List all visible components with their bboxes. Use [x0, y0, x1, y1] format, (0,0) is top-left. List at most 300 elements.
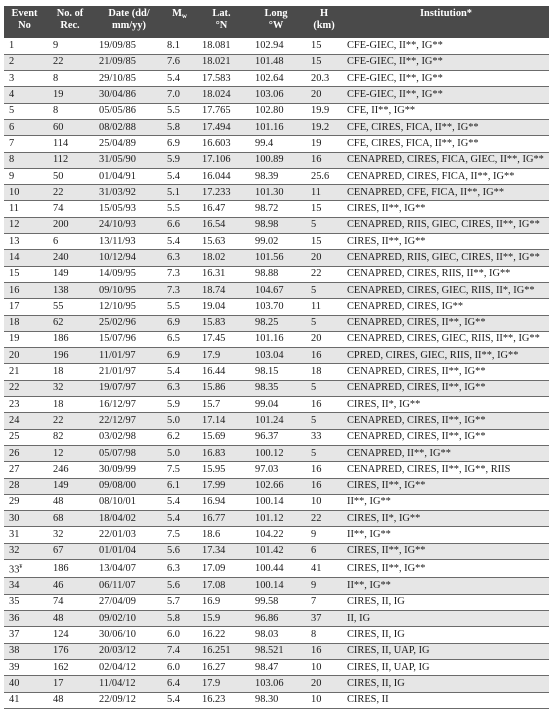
- cell-date: 25/02/96: [95, 315, 163, 331]
- cell-magnitude: 5.6: [163, 543, 196, 559]
- cell-latitude: 17.765: [196, 103, 247, 119]
- table-row: [4, 266, 549, 282]
- cell-latitude: 18.02: [196, 250, 247, 266]
- cell-depth: 16: [305, 348, 343, 364]
- cell-magnitude: 7.6: [163, 54, 196, 70]
- cell-latitude: 17.14: [196, 413, 247, 429]
- cell-event: 16: [4, 282, 45, 298]
- table-row: [4, 136, 549, 152]
- cell-longitude: 100.44: [247, 560, 305, 578]
- cell-depth: 9: [305, 578, 343, 594]
- cell-records: 9: [45, 38, 95, 54]
- cell-depth: 16: [305, 478, 343, 494]
- cell-longitude: 101.16: [247, 119, 305, 135]
- cell-institution: CENAPRED, CIRES, RIIS, II**, IG**: [343, 266, 549, 282]
- cell-event: 14: [4, 250, 45, 266]
- cell-depth: 20: [305, 250, 343, 266]
- table-row: [4, 185, 549, 201]
- cell-depth: 41: [305, 560, 343, 578]
- cell-institution: CFE-GIEC, II**, IG**: [343, 54, 549, 70]
- cell-magnitude: 7.3: [163, 282, 196, 298]
- cell-magnitude: 5.0: [163, 445, 196, 461]
- cell-institution: CIRES, II**, IG**: [343, 543, 549, 559]
- cell-institution: CENAPRED, CIRES, FICA, II**, IG**: [343, 168, 549, 184]
- cell-event: 20: [4, 348, 45, 364]
- cell-records: 19: [45, 87, 95, 103]
- cell-event: 35: [4, 594, 45, 610]
- cell-longitude: 102.64: [247, 71, 305, 87]
- cell-latitude: 17.9: [196, 676, 247, 692]
- cell-longitude: 103.04: [247, 348, 305, 364]
- cell-depth: 20: [305, 676, 343, 692]
- cell-records: 246: [45, 462, 95, 478]
- cell-records: 8: [45, 71, 95, 87]
- cell-longitude: 101.16: [247, 331, 305, 347]
- table-row: [4, 282, 549, 298]
- cell-records: 74: [45, 201, 95, 217]
- cell-magnitude: 5.4: [163, 234, 196, 250]
- table-row: [4, 594, 549, 610]
- cell-longitude: 103.06: [247, 676, 305, 692]
- cell-institution: CENAPRED, CIRES, GIEC, RIIS, II*, IG**: [343, 282, 549, 298]
- cell-magnitude: 7.0: [163, 87, 196, 103]
- cell-event: 36: [4, 611, 45, 627]
- cell-date: 15/07/96: [95, 331, 163, 347]
- table-row: [4, 299, 549, 315]
- cell-latitude: 19.04: [196, 299, 247, 315]
- cell-longitude: 102.80: [247, 103, 305, 119]
- cell-date: 05/05/86: [95, 103, 163, 119]
- cell-magnitude: 5.4: [163, 168, 196, 184]
- cell-latitude: 16.044: [196, 168, 247, 184]
- cell-latitude: 18.74: [196, 282, 247, 298]
- cell-date: 16/12/97: [95, 397, 163, 413]
- cell-depth: 16: [305, 397, 343, 413]
- cell-records: 48: [45, 494, 95, 510]
- cell-latitude: 18.021: [196, 54, 247, 70]
- cell-depth: 5: [305, 380, 343, 396]
- cell-latitude: 17.45: [196, 331, 247, 347]
- table-row: [4, 217, 549, 233]
- cell-event: 25: [4, 429, 45, 445]
- cell-latitude: 16.22: [196, 627, 247, 643]
- cell-records: 8: [45, 103, 95, 119]
- cell-date: 01/04/91: [95, 168, 163, 184]
- cell-records: 60: [45, 119, 95, 135]
- cell-latitude: 18.6: [196, 527, 247, 543]
- cell-institution: CIRES, II*, IG**: [343, 511, 549, 527]
- cell-institution: II**, IG**: [343, 578, 549, 594]
- cell-longitude: 100.14: [247, 578, 305, 594]
- header-institution: Institution*: [343, 6, 549, 38]
- cell-date: 14/09/95: [95, 266, 163, 282]
- cell-longitude: 99.04: [247, 397, 305, 413]
- table-row: [4, 38, 549, 54]
- cell-date: 11/04/12: [95, 676, 163, 692]
- cell-date: 24/10/93: [95, 217, 163, 233]
- cell-event: 39: [4, 659, 45, 675]
- table-row: [4, 643, 549, 659]
- cell-magnitude: 7.3: [163, 266, 196, 282]
- cell-institution: CENAPRED, CIRES, FICA, GIEC, II**, IG**: [343, 152, 549, 168]
- cell-institution: CFE, II**, IG**: [343, 103, 549, 119]
- cell-latitude: 15.9: [196, 611, 247, 627]
- cell-date: 30/09/99: [95, 462, 163, 478]
- cell-institution: CENAPRED, CIRES, II**, IG**: [343, 429, 549, 445]
- cell-event: 27: [4, 462, 45, 478]
- cell-magnitude: 5.4: [163, 692, 196, 708]
- cell-longitude: 101.42: [247, 543, 305, 559]
- cell-latitude: 16.54: [196, 217, 247, 233]
- cell-institution: II, IG: [343, 611, 549, 627]
- cell-latitude: 17.09: [196, 560, 247, 578]
- cell-records: 55: [45, 299, 95, 315]
- cell-records: 6: [45, 234, 95, 250]
- cell-records: 22: [45, 185, 95, 201]
- cell-depth: 20: [305, 331, 343, 347]
- cell-event: 30: [4, 511, 45, 527]
- cell-depth: 15: [305, 38, 343, 54]
- cell-institution: II**, IG**: [343, 527, 549, 543]
- cell-event: 9: [4, 168, 45, 184]
- cell-date: 22/12/97: [95, 413, 163, 429]
- cell-latitude: 17.9: [196, 348, 247, 364]
- cell-longitude: 98.72: [247, 201, 305, 217]
- cell-longitude: 102.94: [247, 38, 305, 54]
- cell-event: 11: [4, 201, 45, 217]
- cell-longitude: 98.39: [247, 168, 305, 184]
- event-footnote-mark: ¥: [19, 564, 23, 570]
- cell-records: 68: [45, 511, 95, 527]
- cell-event: 5: [4, 103, 45, 119]
- cell-event: 15: [4, 266, 45, 282]
- cell-institution: CIRES, II**, IG**: [343, 560, 549, 578]
- cell-depth: 11: [305, 299, 343, 315]
- cell-date: 29/10/85: [95, 71, 163, 87]
- cell-longitude: 98.88: [247, 266, 305, 282]
- cell-latitude: 16.83: [196, 445, 247, 461]
- cell-latitude: 15.7: [196, 397, 247, 413]
- cell-records: 22: [45, 413, 95, 429]
- cell-institution: CIRES, II, IG: [343, 594, 549, 610]
- cell-event: 29: [4, 494, 45, 510]
- table-row: [4, 462, 549, 478]
- cell-date: 22/09/12: [95, 692, 163, 708]
- header-date: Date (dd/ mm/yy): [95, 6, 163, 38]
- cell-latitude: 16.251: [196, 643, 247, 659]
- cell-latitude: 18.081: [196, 38, 247, 54]
- cell-depth: 15: [305, 54, 343, 70]
- cell-event: 40: [4, 676, 45, 692]
- cell-longitude: 100.89: [247, 152, 305, 168]
- table-row: [4, 87, 549, 103]
- header-magnitude: $M_w$: [163, 6, 196, 38]
- cell-longitude: 98.35: [247, 380, 305, 396]
- cell-magnitude: 5.8: [163, 119, 196, 135]
- table-row: [4, 676, 549, 692]
- cell-depth: 22: [305, 266, 343, 282]
- cell-event: 1: [4, 38, 45, 54]
- cell-date: 30/04/86: [95, 87, 163, 103]
- cell-latitude: 16.9: [196, 594, 247, 610]
- cell-event: 3: [4, 71, 45, 87]
- cell-longitude: 103.06: [247, 87, 305, 103]
- cell-magnitude: 6.3: [163, 250, 196, 266]
- cell-depth: 20: [305, 87, 343, 103]
- cell-depth: 18: [305, 364, 343, 380]
- cell-records: 176: [45, 643, 95, 659]
- cell-date: 13/04/07: [95, 560, 163, 578]
- cell-latitude: 16.94: [196, 494, 247, 510]
- table-row: [4, 348, 549, 364]
- cell-longitude: 98.47: [247, 659, 305, 675]
- cell-magnitude: 6.9: [163, 315, 196, 331]
- table-row: [4, 445, 549, 461]
- cell-date: 02/04/12: [95, 659, 163, 675]
- cell-date: 10/12/94: [95, 250, 163, 266]
- table-row: [4, 527, 549, 543]
- table-row: [4, 71, 549, 87]
- cell-event: 6: [4, 119, 45, 135]
- cell-institution: CENAPRED, CFE, FICA, II**, IG**: [343, 185, 549, 201]
- cell-longitude: 98.25: [247, 315, 305, 331]
- cell-depth: 16: [305, 152, 343, 168]
- cell-records: 114: [45, 136, 95, 152]
- cell-records: 18: [45, 397, 95, 413]
- cell-records: 62: [45, 315, 95, 331]
- header-event: Event No: [4, 6, 45, 38]
- cell-date: 18/04/02: [95, 511, 163, 527]
- header-longitude: Long °W: [247, 6, 305, 38]
- cell-records: 149: [45, 478, 95, 494]
- table-row: [4, 103, 549, 119]
- cell-magnitude: 5.5: [163, 299, 196, 315]
- cell-institution: CIRES, II**, IG**: [343, 234, 549, 250]
- cell-longitude: 98.03: [247, 627, 305, 643]
- cell-records: 74: [45, 594, 95, 610]
- cell-date: 09/08/00: [95, 478, 163, 494]
- cell-latitude: 16.27: [196, 659, 247, 675]
- table-row: [4, 234, 549, 250]
- cell-latitude: 16.77: [196, 511, 247, 527]
- cell-records: 18: [45, 364, 95, 380]
- cell-records: 149: [45, 266, 95, 282]
- cell-event: 23: [4, 397, 45, 413]
- table-row: [4, 659, 549, 675]
- cell-depth: 16: [305, 462, 343, 478]
- cell-latitude: 17.99: [196, 478, 247, 494]
- cell-date: 21/09/85: [95, 54, 163, 70]
- cell-longitude: 96.37: [247, 429, 305, 445]
- cell-records: 138: [45, 282, 95, 298]
- cell-date: 19/07/97: [95, 380, 163, 396]
- header-records: No. of Rec.: [45, 6, 95, 38]
- table-row: [4, 152, 549, 168]
- cell-event: 26: [4, 445, 45, 461]
- cell-longitude: 100.12: [247, 445, 305, 461]
- table-row: [4, 511, 549, 527]
- cell-longitude: 101.48: [247, 54, 305, 70]
- cell-event: 7: [4, 136, 45, 152]
- cell-event: 41: [4, 692, 45, 708]
- cell-institution: CIRES, II, UAP, IG: [343, 659, 549, 675]
- cell-longitude: 99.4: [247, 136, 305, 152]
- table-row: [4, 364, 549, 380]
- cell-latitude: 17.106: [196, 152, 247, 168]
- table-row: [4, 578, 549, 594]
- cell-institution: CENAPRED, CIRES, II**, IG**, RIIS: [343, 462, 549, 478]
- cell-magnitude: 8.1: [163, 38, 196, 54]
- cell-records: 186: [45, 331, 95, 347]
- cell-magnitude: 5.9: [163, 152, 196, 168]
- cell-magnitude: 5.4: [163, 494, 196, 510]
- cell-records: 186: [45, 560, 95, 578]
- cell-magnitude: 5.5: [163, 201, 196, 217]
- cell-institution: CIRES, II, IG: [343, 627, 549, 643]
- cell-records: 48: [45, 692, 95, 708]
- cell-event: 12: [4, 217, 45, 233]
- cell-date: 11/01/97: [95, 348, 163, 364]
- cell-date: 13/11/93: [95, 234, 163, 250]
- cell-longitude: 97.03: [247, 462, 305, 478]
- cell-depth: 11: [305, 185, 343, 201]
- cell-magnitude: 6.9: [163, 348, 196, 364]
- cell-institution: CIRES, II**, IG**: [343, 201, 549, 217]
- cell-event: 34: [4, 578, 45, 594]
- cell-institution: CFE-GIEC, II**, IG**: [343, 71, 549, 87]
- cell-depth: 5: [305, 445, 343, 461]
- cell-longitude: 99.02: [247, 234, 305, 250]
- cell-depth: 16: [305, 643, 343, 659]
- cell-event: 2: [4, 54, 45, 70]
- cell-records: 12: [45, 445, 95, 461]
- cell-institution: CENAPRED, CIRES, IG**: [343, 299, 549, 315]
- cell-magnitude: 5.5: [163, 103, 196, 119]
- table-row: [4, 494, 549, 510]
- cell-longitude: 98.98: [247, 217, 305, 233]
- cell-depth: 10: [305, 659, 343, 675]
- cell-date: 09/10/95: [95, 282, 163, 298]
- cell-depth: 5: [305, 413, 343, 429]
- cell-date: 19/09/85: [95, 38, 163, 54]
- cell-records: 46: [45, 578, 95, 594]
- cell-event: 8: [4, 152, 45, 168]
- cell-latitude: 15.63: [196, 234, 247, 250]
- cell-magnitude: 5.1: [163, 185, 196, 201]
- table-row: [4, 543, 549, 559]
- table-row: [4, 331, 549, 347]
- table-body: [4, 38, 549, 708]
- cell-latitude: 17.34: [196, 543, 247, 559]
- earthquake-events-table: [4, 6, 549, 709]
- cell-records: 196: [45, 348, 95, 364]
- cell-magnitude: 5.9: [163, 397, 196, 413]
- cell-magnitude: 5.6: [163, 578, 196, 594]
- cell-magnitude: 6.4: [163, 676, 196, 692]
- table-row: [4, 201, 549, 217]
- cell-date: 08/10/01: [95, 494, 163, 510]
- cell-event: 13: [4, 234, 45, 250]
- cell-institution: CENAPRED, CIRES, II**, IG**: [343, 364, 549, 380]
- cell-latitude: 17.08: [196, 578, 247, 594]
- cell-date: 30/06/10: [95, 627, 163, 643]
- cell-institution: CFE-GIEC, II**, IG**: [343, 38, 549, 54]
- table-row: [4, 54, 549, 70]
- cell-longitude: 100.14: [247, 494, 305, 510]
- cell-institution: CENAPRED, CIRES, II**, IG**: [343, 413, 549, 429]
- cell-institution: CFE, CIRES, FICA, II**, IG**: [343, 119, 549, 135]
- cell-institution: CIRES, II, UAP, IG: [343, 643, 549, 659]
- cell-magnitude: 7.4: [163, 643, 196, 659]
- cell-date: 22/01/03: [95, 527, 163, 543]
- header-depth: H (km): [305, 6, 343, 38]
- cell-depth: 19: [305, 136, 343, 152]
- cell-depth: 6: [305, 543, 343, 559]
- table-row: [4, 397, 549, 413]
- cell-depth: 19.2: [305, 119, 343, 135]
- cell-institution: CIRES, II**, IG**: [343, 478, 549, 494]
- cell-latitude: 15.69: [196, 429, 247, 445]
- cell-event: 4: [4, 87, 45, 103]
- cell-magnitude: 6.2: [163, 429, 196, 445]
- cell-latitude: 17.494: [196, 119, 247, 135]
- cell-records: 17: [45, 676, 95, 692]
- cell-magnitude: 6.0: [163, 627, 196, 643]
- cell-magnitude: 7.5: [163, 527, 196, 543]
- cell-latitude: 15.95: [196, 462, 247, 478]
- cell-date: 25/04/89: [95, 136, 163, 152]
- cell-institution: CIRES, II: [343, 692, 549, 708]
- cell-event: 10: [4, 185, 45, 201]
- table-row: [4, 560, 549, 578]
- table-row: [4, 692, 549, 708]
- cell-institution: CENAPRED, RIIS, GIEC, CIRES, II**, IG**: [343, 250, 549, 266]
- cell-magnitude: 5.4: [163, 71, 196, 87]
- cell-depth: 37: [305, 611, 343, 627]
- cell-longitude: 101.30: [247, 185, 305, 201]
- cell-date: 08/02/88: [95, 119, 163, 135]
- table-row: [4, 478, 549, 494]
- cell-magnitude: 5.0: [163, 413, 196, 429]
- cell-records: 32: [45, 527, 95, 543]
- cell-institution: CENAPRED, II**, IG**: [343, 445, 549, 461]
- cell-depth: 25.6: [305, 168, 343, 184]
- cell-magnitude: 6.6: [163, 217, 196, 233]
- cell-event: 31: [4, 527, 45, 543]
- cell-longitude: 98.30: [247, 692, 305, 708]
- cell-date: 12/10/95: [95, 299, 163, 315]
- cell-institution: CFE-GIEC, II**, IG**: [343, 87, 549, 103]
- cell-date: 06/11/07: [95, 578, 163, 594]
- cell-date: 03/02/98: [95, 429, 163, 445]
- cell-date: 01/01/04: [95, 543, 163, 559]
- cell-depth: 5: [305, 282, 343, 298]
- cell-event: 32: [4, 543, 45, 559]
- cell-longitude: 104.67: [247, 282, 305, 298]
- cell-date: 15/05/93: [95, 201, 163, 217]
- cell-magnitude: 5.4: [163, 364, 196, 380]
- cell-institution: II**, IG**: [343, 494, 549, 510]
- cell-records: 240: [45, 250, 95, 266]
- cell-depth: 7: [305, 594, 343, 610]
- cell-depth: 9: [305, 527, 343, 543]
- cell-latitude: 17.583: [196, 71, 247, 87]
- cell-depth: 33: [305, 429, 343, 445]
- cell-date: 21/01/97: [95, 364, 163, 380]
- cell-depth: 15: [305, 201, 343, 217]
- cell-event: 18: [4, 315, 45, 331]
- cell-latitude: 16.31: [196, 266, 247, 282]
